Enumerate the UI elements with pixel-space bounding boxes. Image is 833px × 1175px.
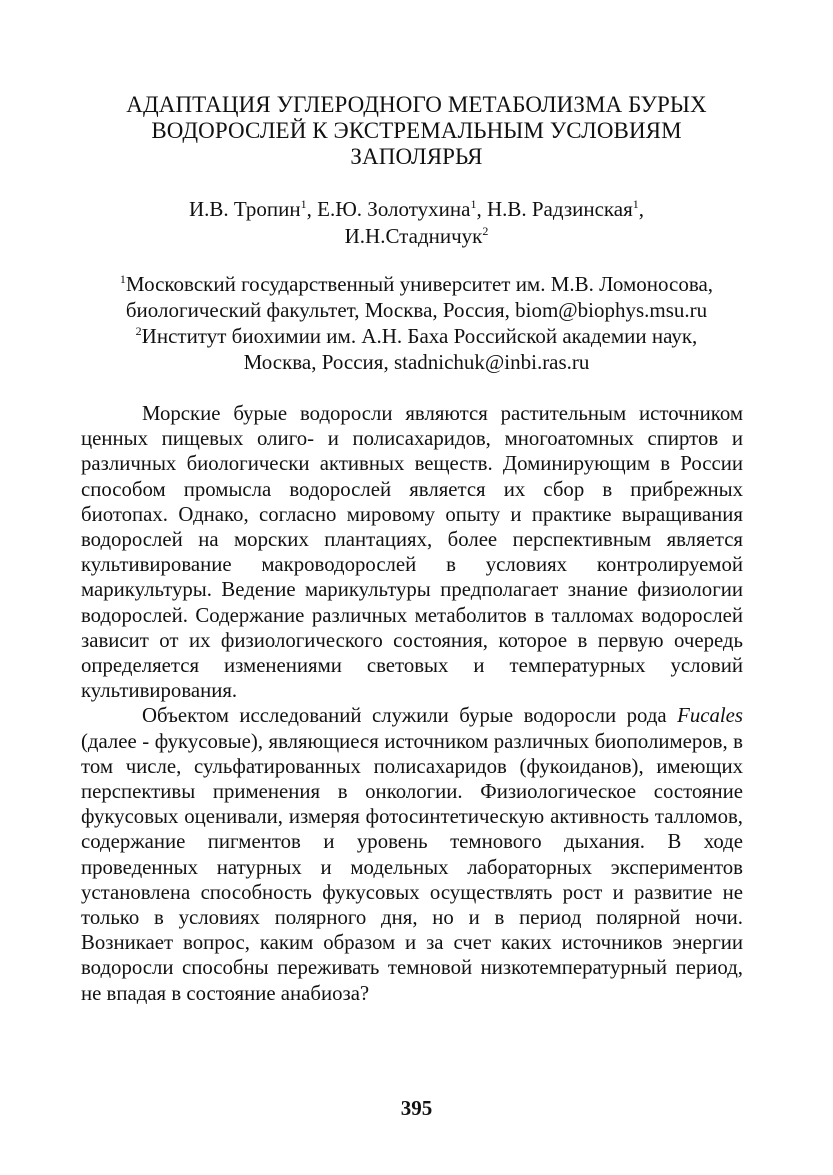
title-line: АДАПТАЦИЯ УГЛЕРОДНОГО МЕТАБОЛИЗМА БУРЫХ — [126, 92, 707, 117]
abstract-body — [81, 401, 743, 1006]
affiliation-marker: 1 — [119, 272, 126, 286]
affiliation-text: Московский государственный университет им. М.В. Ломоносова, — [125, 272, 714, 296]
affiliation-line: биологический факультет, Москва, Россия, biom@biophys.msu.ru — [125, 298, 708, 322]
author-separator: , — [638, 197, 645, 221]
affiliation-marker: 1 — [632, 197, 639, 211]
paragraph: Морские бурые водоросли являются растительным источником ценных пищевых олиго- и полисахаридов, многоатомных спиртов и различных биологически активных веществ. Доминирующим в России способом промысла водорослей является их сбор в прибрежных биотопах. Однако, согласно мировому опыту и практике выращивания водорослей на морских плантациях, более перспективным является культивирование макроводорослей в условиях контролируемой марикультуры. Ведение марикультуры предполагает знание физиологии водорослей. Содержание различных метаболитов в талломах водорослей зависит от их физиологического состояния, которое в первую очередь определяется изменениями световых и температурных условий культивирования. — [81, 402, 743, 703]
author-line — [80, 223, 753, 250]
author-line — [80, 196, 753, 223]
title-line: ВОДОРОСЛЕЙ К ЭКСТРЕМАЛЬНЫМ УСЛОВИЯМ — [151, 118, 682, 143]
affiliation-marker: 1 — [470, 197, 477, 211]
paragraph — [81, 703, 743, 1005]
affiliation-line: Москва, Россия, stadnichuk@inbi.ras.ru — [243, 350, 590, 374]
paragraph-text: Объектом исследований служили бурые водоросли рода — [142, 704, 678, 728]
affiliation-marker: 2 — [482, 224, 489, 238]
author-name: Н.В. Радзинская — [486, 197, 633, 221]
genus-name: Fucales — [677, 704, 743, 728]
author-separator: , — [306, 197, 318, 221]
affiliations — [70, 271, 763, 375]
affiliation-line — [70, 271, 763, 297]
paper-title — [80, 92, 753, 170]
affiliation-line — [70, 323, 763, 349]
author-separator: , — [476, 197, 487, 221]
affiliation-marker: 2 — [135, 324, 142, 338]
paragraph-text: (далее - фукусовые), являющиеся источником различных биополимеров, в том числе, сульфатированных полисахаридов (фукоиданов), имеющих перспективы применения в онкологии. Физиологическое состояние фукусовых оценивали, измеряя фотосинтетическую активность талломов, содержание пигментов и уровень темнового дыхания. В ходе проведенных натурных и модельных лабораторных экспериментов установлена способность фукусовых осуществлять рост и развитие не только в условиях полярного дня, но и в период полярной ночи. Возникает вопрос, каким образом и за счет каких источников энергии водоросли способны переживать темновой низкотемпературный период, не впадая в состояние анабиоза? — [81, 729, 743, 1005]
page-number: 395 — [400, 1096, 433, 1120]
author-list — [80, 196, 753, 250]
affiliation-marker: 1 — [300, 197, 307, 211]
title-line: ЗАПОЛЯРЬЯ — [350, 144, 483, 169]
author-name: И.Н.Стадничук — [344, 224, 483, 248]
author-name: Е.Ю. Золотухина — [317, 197, 471, 221]
affiliation-text: Институт биохимии им. А.Н. Баха Российской академии наук, — [141, 324, 698, 348]
author-name: И.В. Тропин — [188, 197, 301, 221]
